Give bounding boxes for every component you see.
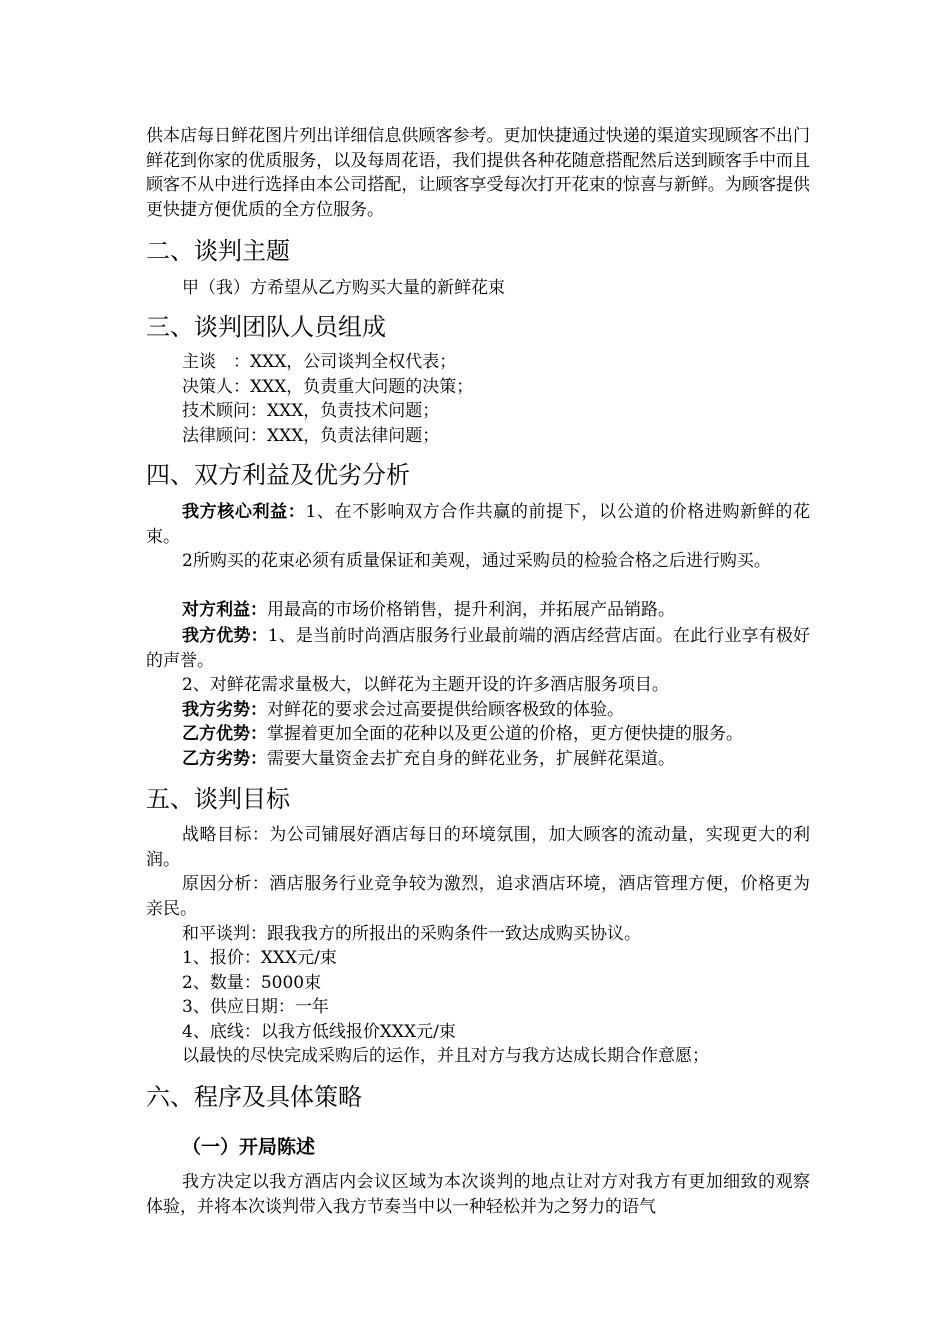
party-b-advantage-label: 乙方优势：	[182, 724, 267, 744]
goal-item: 4、底线：以我方低线报价XXX元/束	[182, 1022, 456, 1042]
opening-statement: 我方决定以我方酒店内会议区域为本次谈判的地点让对方对我方有更加细致的观察体验，并将本次谈判带入我方节奏当中以一种轻松并为之努力的语气	[146, 1172, 810, 1217]
our-disadvantage	[146, 698, 810, 723]
party-b-disadvantage	[146, 747, 810, 772]
sub-heading-opening: （一）开局陈述	[182, 1136, 316, 1158]
goal-item: 3、供应日期：一年	[182, 997, 329, 1017]
our-advantage-text: 1、是当前时尚酒店服务行业最前端的酒店经营店面。在此行业享有极好的声誉。	[146, 626, 810, 671]
party-b-advantage	[146, 722, 810, 747]
strategy-goal: 战略目标：为公司铺展好酒店每日的环境氛围，加大顾客的流动量，实现更大的利润。	[146, 825, 810, 870]
topic-text: 甲（我）方希望从乙方购买大量的新鲜花束	[182, 278, 505, 298]
our-core-interest-label: 我方核心利益：	[182, 502, 306, 522]
section-heading-topic: 二、谈判主题	[146, 237, 290, 265]
reason-analysis: 原因分析：酒店服务行业竞争较为激烈，追求酒店环境，酒店管理方便，价格更为亲民。	[146, 874, 810, 919]
team-member: 主谈 ：XXX，公司谈判全权代表；	[182, 352, 457, 372]
section-heading-goals: 五、谈判目标	[146, 785, 290, 813]
our-advantage-label: 我方优势：	[182, 626, 268, 646]
section-heading-procedure: 六、程序及具体策略	[146, 1083, 362, 1111]
our-core-interest-text: 1、在不影响双方合作共赢的前提下，以公道的价格进购新鲜的花束。	[146, 502, 810, 547]
section-heading-team: 三、谈判团队人员组成	[146, 313, 386, 341]
party-b-disadvantage-text: 需要大量资金去扩充自身的鲜花业务，扩展鲜花渠道。	[267, 749, 675, 769]
goal-item: 2、数量：5000束	[182, 973, 322, 993]
team-member: 决策人：XXX，负责重大问题的决策；	[182, 377, 474, 397]
goals-closing: 以最快的尽快完成采购后的运作，并且对方与我方达成长期合作意愿；	[182, 1046, 709, 1066]
team-member: 法律顾问：XXX，负责法律问题；	[182, 426, 440, 446]
goal-item: 1、报价：XXX元/束	[182, 948, 337, 968]
our-disadvantage-text: 对鲜花的要求会过高要提供给顾客极致的体验。	[267, 700, 624, 720]
intro-paragraph: 供本店每日鲜花图片列出详细信息供顾客参考。更加快捷通过快递的渠道实现顾客不出门鲜花到你家的优质服务，以及每周花语，我们提供各种花随意搭配然后送到顾客手中而且顾客不从中进行选择由本公司搭配，让顾客享受每次打开花束的惊喜与新鲜。为顾客提供更快捷方便优质的全方位服务。	[146, 126, 810, 220]
section-heading-analysis: 四、双方利益及优劣分析	[146, 461, 410, 489]
our-advantage-2: 2、对鲜花需求量极大，以鲜花为主题开设的许多酒店服务项目。	[182, 675, 669, 695]
our-disadvantage-label: 我方劣势：	[182, 700, 267, 720]
other-interest-label: 对方利益：	[182, 600, 267, 620]
party-b-disadvantage-label: 乙方劣势：	[182, 749, 267, 769]
party-b-advantage-text: 掌握着更加全面的花种以及更公道的价格，更方便快捷的服务。	[267, 724, 743, 744]
our-advantage	[146, 624, 810, 673]
our-core-interest-2: 2所购买的花束必须有质量保证和美观，通过采购员的检验合格之后进行购买。	[182, 551, 771, 571]
peace-negotiation: 和平谈判：跟我我方的所报出的采购条件一致达成购买协议。	[182, 924, 641, 944]
our-core-interest	[146, 500, 810, 549]
other-interest-text: 用最高的市场价格销售，提升利润，并拓展产品销路。	[267, 600, 675, 620]
other-interest	[146, 598, 810, 623]
team-member: 技术顾问：XXX，负责技术问题；	[182, 401, 440, 421]
